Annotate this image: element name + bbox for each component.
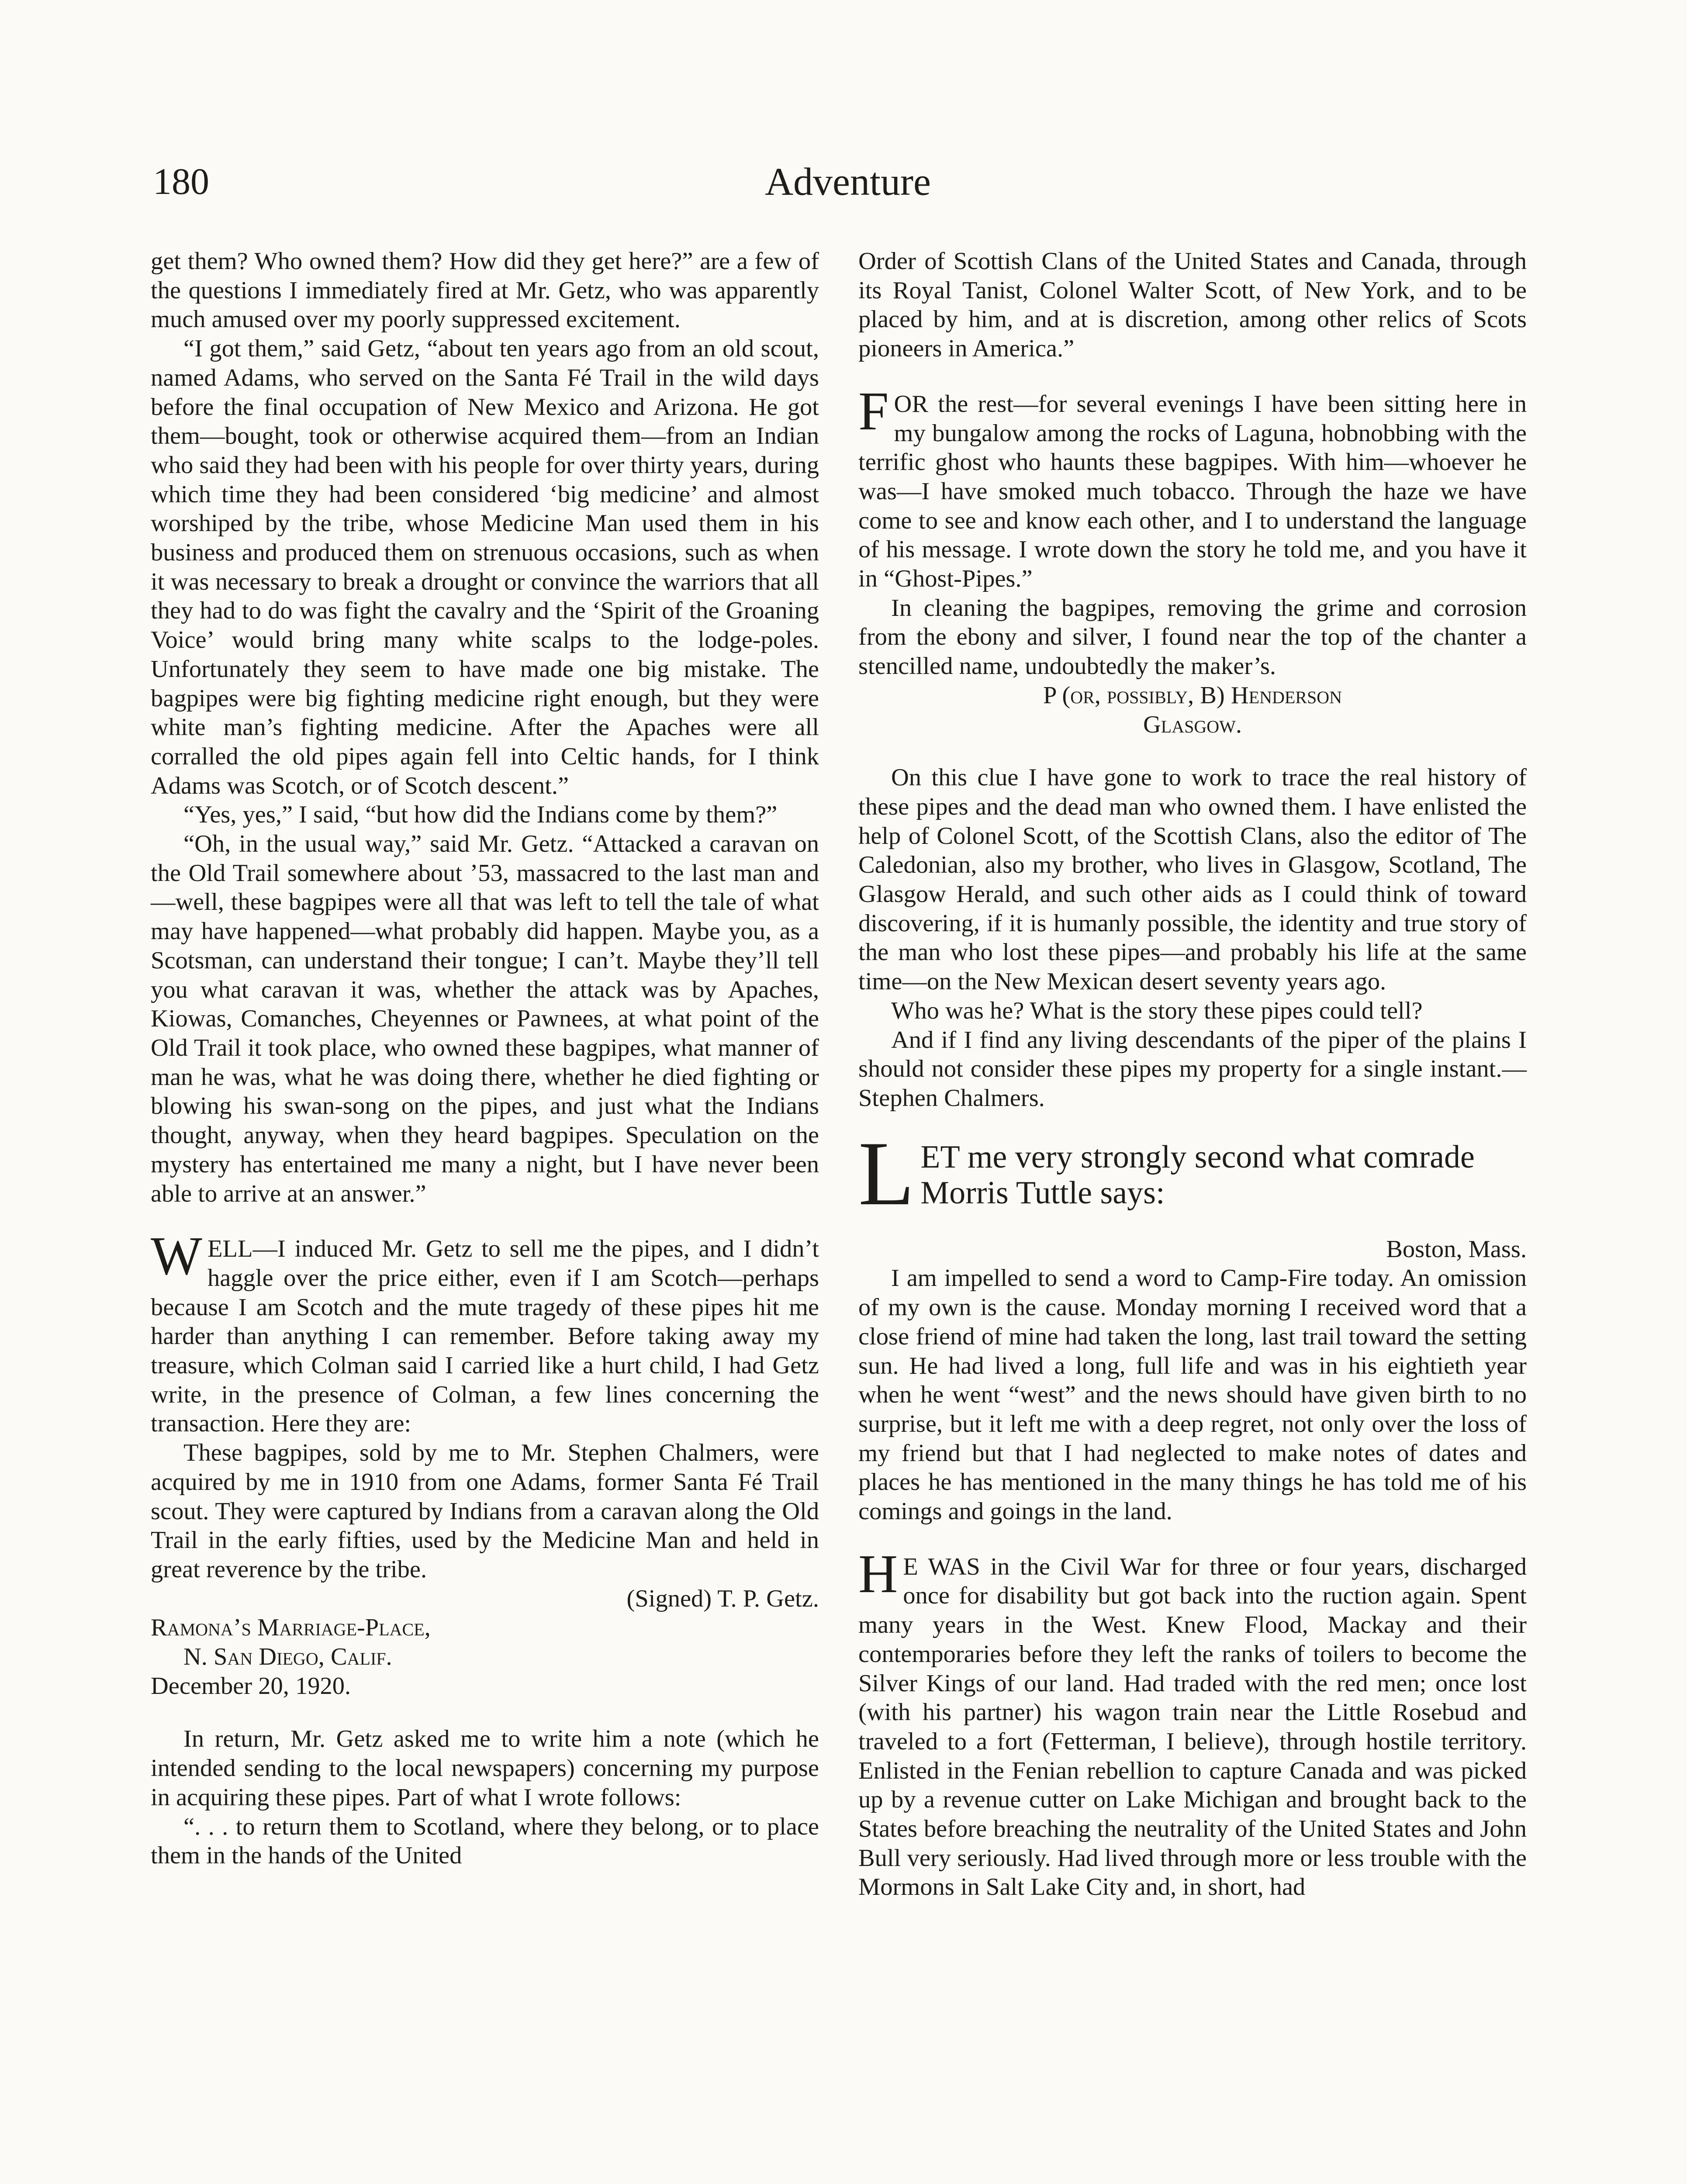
page-header [153,159,1543,212]
section-paragraph [151,1226,819,1438]
running-title: Adventure [765,160,931,204]
paragraph: On this clue I have gone to work to trace the real history of these pipes and the dead man who owned them. I have enlisted the help of Colonel Scott, of the Scottish Clans, also the editor of The Caledonian, also my brother, who lives in Glasgow, Scotland, The Glasgow Herald, and such other aids as I could think of toward discovering, if it is humanly possible, the identity and true story of the man who lost these pipes—and probably his life at the same time—on the New Mexican desert seventy years ago. [858,764,1527,995]
paragraph-text: OR the rest—for several evenings I have been sitting here in my bungalow among the rocks of Laguna, hobnobbing with the terrific ghost who haunts these bagpipes. With him—whoever he was—I have smoked much tobacco. Through the haze we have come to see and know each other, and I to understand the language of his message. I wrote down the story he told me, and you have it in “Ghost-Pipes.” [858,390,1527,593]
section-paragraph [858,381,1527,594]
letter-lead [858,1123,1527,1224]
maker-name: P (or, possibly, B) Henderson [1043,681,1342,709]
date-line: December 20, 1920. [151,1672,351,1700]
paragraph: “Yes, yes,” I said, “but how did the Indians come by them?” [183,801,778,829]
drop-cap: F [858,381,889,442]
paragraph: get them? Who owned them? How did they get here?” are a few of the questions I immediately fired at Mr. Getz, who was apparently much amused over my poorly suppressed excitement. [151,248,819,333]
quoted-statement: These bagpipes, sold by me to Mr. Stephen Chalmers, were acquired by me in 1910 from one Adams, former Santa Fé Trail scout. They were captured by Indians from a caravan along the Old Trail in the early fifties, used by the Medicine Man and held in great reverence by the tribe. [151,1439,819,1583]
signature-line: (Signed) T. P. Getz. [626,1585,819,1612]
paragraph: Who was he? What is the story these pipes could tell? [891,997,1423,1024]
paragraph: In cleaning the bagpipes, removing the grime and corrosion from the ebony and silver, I found near the top of the chanter a stencilled name, undoubtedly the maker’s. [858,594,1527,680]
paragraph: And if I find any living descendants of the piper of the plains I should not consider these pipes my property for a single instant.—Stephen Chalmers. [858,1026,1527,1112]
left-column [151,247,819,1870]
paragraph: Order of Scottish Clans of the United States and Canada, through its Royal Tanist, Colonel Walter Scott, of New York, and to be placed by him, and at is discretion, among other relics of Scots pioneers in America.” [858,248,1527,363]
paragraph-text: ET me very strongly second what comrade Morris Tuttle says: [920,1139,1475,1211]
right-column [858,247,1527,1902]
place-line: N. San Diego, Calif. [183,1643,392,1671]
paragraph: I am impelled to send a word to Camp-Fire today. An omission of my own is the cause. Monday morning I received word that a close friend of mine had taken the long, last trail toward the setting sun. He had lived a long, full life and was in his eightieth year when he went “west” and the news should have given birth to no surprise, but it left me with a deep regret, not only over the loss of my friend but that I had neglected to make notes of dates and places he has mentioned in the many things he has told me of his comings and goings in the land. [858,1265,1527,1525]
drop-cap: L [858,1123,915,1224]
paragraph: “Oh, in the usual way,” said Mr. Getz. “Attacked a caravan on the Old Trail somewhere about ’53, massacred to the last man and—well, these bagpipes were all that was left to tell the tale of what may have happened—what probably did happen. Maybe you, as a Scotsman, can understand their tongue; I can’t. Maybe they’ll tell you what caravan it was, whether the attack was by Apaches, Kiowas, Comanches, Cheyennes or Pawnees, at what point of the Old Trail it took place, who owned these bagpipes, what manner of man he was, what he was doing there, whether he died fighting or blowing his swan-song on the pipes, and just what the Indians thought, anyway, when they heard bagpipes. Speculation on the mystery has entertained me many a night, but I have never been able to arrive at an answer.” [151,830,819,1207]
drop-cap: W [151,1226,202,1287]
letter-location: Boston, Mass. [1386,1235,1527,1263]
paragraph: “. . . to return them to Scotland, where they belong, or to place them in the hands of the United [151,1813,819,1870]
paragraph: In return, Mr. Getz asked me to write him a note (which he intended sending to the local newspapers) concerning my purpose in acquiring these pipes. Part of what I wrote follows: [151,1725,819,1811]
maker-city: Glasgow. [1143,711,1242,738]
section-paragraph [858,1544,1527,1902]
place-line: Ramona’s Marriage-Place, [151,1614,431,1641]
paragraph-text: E WAS in the Civil War for three or four years, discharged once for disability but got back into the ruction again. Spent many years in the West. Knew Flood, Mackay and their contemporaries before they left the ranks of toilers to become the Silver Kings of our land. Had traded with the red men; once lost (with his partner) his wagon train near the Little Rosebud and traveled to a fort (Fetterman, I believe), through hostile territory. Enlisted in the Fenian rebellion to capture Canada and was picked up by a revenue cutter on Lake Michigan and brought back to the States before breaching the neutrality of the United States and John Bull very seriously. Had lived through more or less trouble with the Mormons in Salt Lake City and, in short, had [858,1553,1527,1901]
drop-cap: H [858,1544,898,1604]
paragraph: “I got them,” said Getz, “about ten years ago from an old scout, named Adams, who served on the Santa Fé Trail in the wild days before the final occupation of New Mexico and Arizona. He got them—bought, took or otherwise acquired them—from an Indian who said they had been with his people for over thirty years, during which time they had been considered ‘big medicine’ and almost worshiped by the tribe, whose Medicine Man used them in his business and produced them on strenuous occasions, such as when it was necessary to break a drought or convince the warriors that all they had to do was fight the cavalry and the ‘Spirit of the Groaning Voice’ would bring many white scalps to the lodge-poles. Unfortunately they seem to have made one big mistake. The bagpipes were big fighting medicine right enough, but they were white man’s fighting medicine. After the Apaches were all corralled the old pipes again fell into Celtic hands, for I think Adams was Scotch, or of Scotch descent.” [151,335,819,799]
page-number: 180 [153,160,209,202]
paragraph-text: ELL—I induced Mr. Getz to sell me the pipes, and I didn’t haggle over the price either, even if I am Scotch—perhaps because I am Scotch and the mute tragedy of these pipes hit me harder than anything I can remember. Before taking away my treasure, which Colman said I carried like a hurt child, I had Getz write, in the presence of Colman, a few lines concerning the transaction. Here they are: [151,1235,819,1438]
